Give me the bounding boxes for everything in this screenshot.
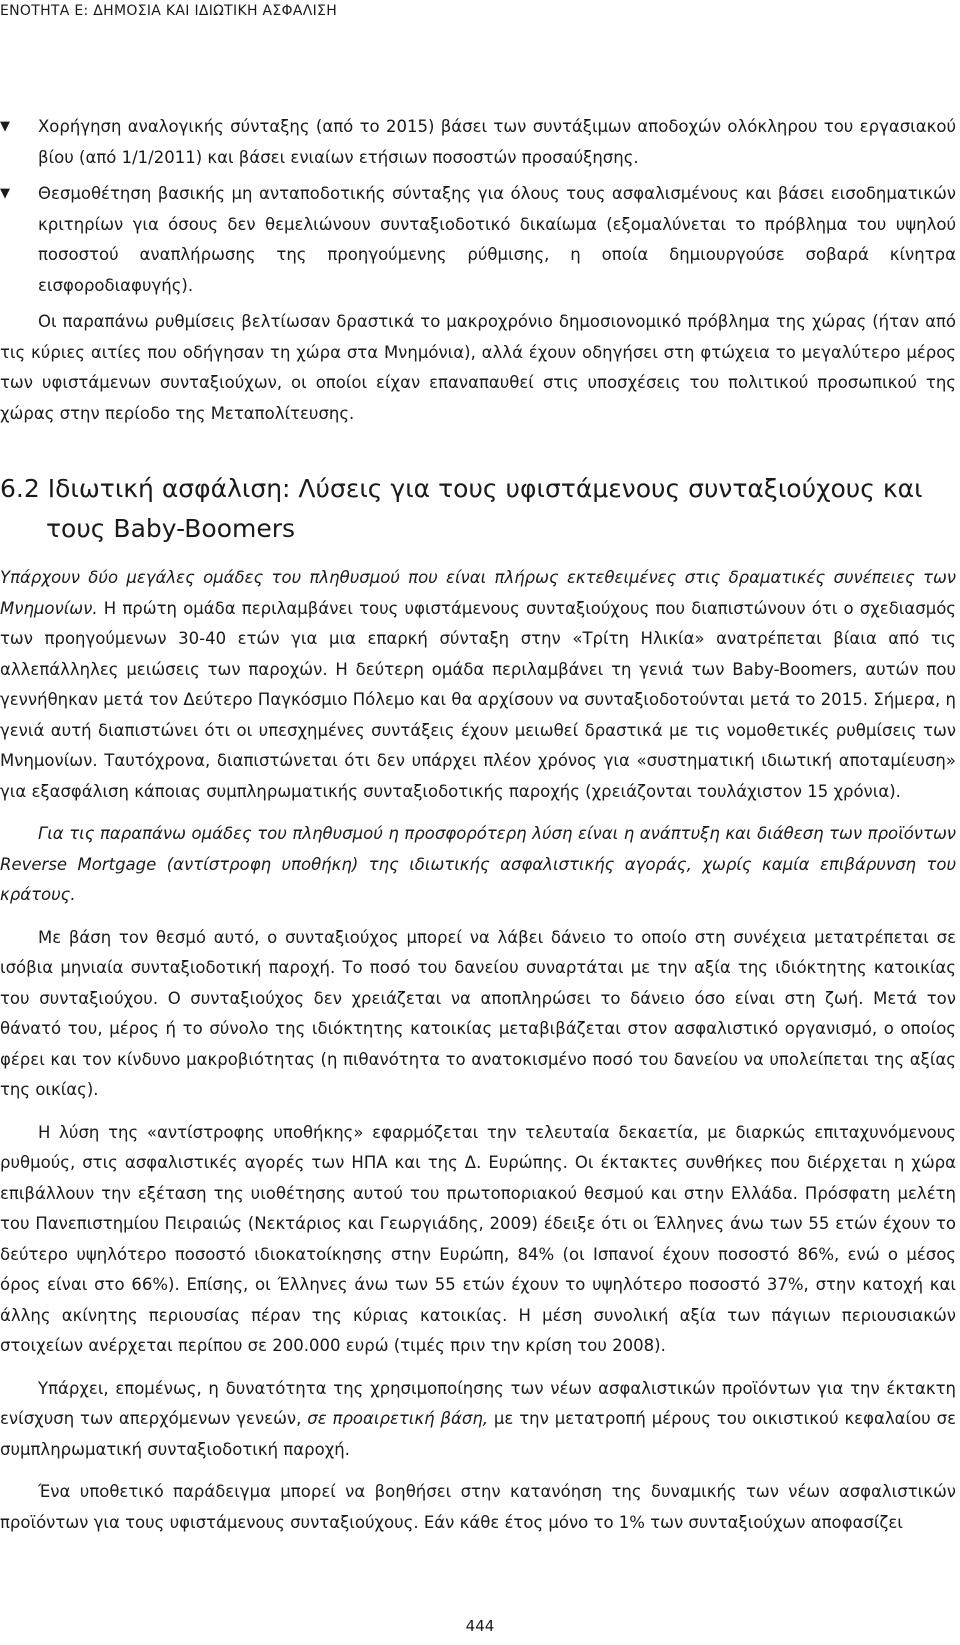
triangle-bullet-icon: ▼ (0, 119, 10, 134)
page-number: 444 (465, 1617, 495, 1635)
paragraph-possibility (0, 1374, 956, 1466)
bullet-text: Θεσμοθέτηση βασικής μη ανταποδοτικής σύνταξης για όλους τους ασφαλισμένους και βάσει εισοδηματικών κριτηρίων για όσους δεν θεμελιώνουν συνταξιοδοτικό δικαίωμα (εξομαλύνεται το πρόβλημα του υψηλού ποσοστού αναπλήρωσης της προηγούμενης ρύθμισης, η οποία δημιουργούσε σοβαρά κίνητρα εισφοροδιαφυγής). (38, 184, 956, 295)
page-body (0, 112, 960, 1550)
section-title-line2: τους Baby-Boomers (46, 514, 296, 543)
bullet-text: Χορήγηση αναλογικής σύνταξης (από το 2015) βάσει των συντάξιμων αποδοχών ολόκληρου του εργασιακού βίου (από 1/1/2011) και βάσει ενιαίων ετήσιων ποσοστών προσαύξησης. (38, 117, 956, 167)
paragraph-text-after: με την μετατροπή μέρους του οικιστικού κεφαλαίου σε συμπληρωματική συνταξιοδοτική παροχή. (0, 1409, 956, 1459)
italic-lead-sentence: Υπάρχουν δύο μεγάλες ομάδες του πληθυσμού που είναι πλήρως εκτεθειμένες στις δραματικές συνέπειες των Μνημονίων. (0, 568, 956, 618)
paragraph-body: Η πρώτη ομάδα περιλαμβάνει τους υφιστάμενους συνταξιούχους που διαπιστώνουν ότι ο σχεδιασμός των προηγούμενων 30-40 ετών για μια επαρκή σύνταξη στην «Τρίτη Ηλικία» ανατρέπεται βίαια από τις αλλεπάλληλες μειώσεις των παροχών. Η δεύτερη ομάδα περιλαμβάνει τη γενιά των Baby-Boomers, αυτών που γεννήθηκαν μετά τον Δεύτερο Παγκόσμιο Πόλεμο και θα αρχίσουν να συνταξιοδοτούνται μετά το 2015. Σήμερα, η γενιά αυτή διαπιστώνει ότι οι υπεσχημένες συντάξεις έχουν μειωθεί δραστικά με τις νομοθετικές ρυθμίσεις των Μνημονίων. Ταυτόχρονα, διαπιστώνεται ότι δεν υπάρχει πλέον χρόνος για «συστηματική ιδιωτική αποταμίευση» για εξασφάλιση κάποιας συμπληρωματικής συνταξιοδοτικής παροχής (χρειάζονται τουλάχιστον 15 χρόνια). (0, 598, 956, 801)
paragraph-reverse-mortgage: Για τις παραπάνω ομάδες του πληθυσμού η προσφορότερη λύση είναι η ανάπτυξη και διάθεση των προϊόντων Reverse Mortgage (αντίστροφη υποθήκη) της ιδιωτικής ασφαλιστικής αγοράς, χωρίς καμία επιβάρυνση του κράτους. (0, 824, 956, 904)
section-title-line1: Ιδιωτική ασφάλιση: Λύσεις για τους υφιστάμενους συνταξιούχους και (47, 474, 923, 503)
paragraph-intro: Οι παραπάνω ρυθμίσεις βελτίωσαν δραστικά το μακροχρόνιο δημοσιονομικό πρόβλημα της χώρας (ήταν από τις κύριες αιτίες που οδήγησαν τη χώρα στα Μνημόνια), αλλά έχουν οδηγήσει στη φτώχεια το μεγαλύτερο μέρος των υφιστάμενων συνταξιούχων, οι οποίοι είχαν επαναπαυθεί στις υποσχέσεις του πολιτικού προσωπικού της χώρας στην περίοδο της Μεταπολίτευσης. (0, 312, 956, 423)
paragraph-institution: Με βάση τον θεσμό αυτό, ο συνταξιούχος μπορεί να λάβει δάνειο το οποίο στη συνέχεια μετατρέπεται σε ισόβια μηνιαία συνταξιοδοτική παροχή. Το ποσό του δανείου συναρτάται με την αξία της ιδιόκτητης κατοικίας του συνταξιούχου. Ο συνταξιούχος δεν χρειάζεται να αποπληρώσει το δάνειο όσο είναι στη ζωή. Μετά τον θάνατό του, μέρος ή το σύνολο της ιδιόκτητης κατοικίας μεταβιβάζεται στον ασφαλιστικό οργανισμό, ο οποίος φέρει και τον κίνδυνο μακροβιότητας (η πιθανότητα το ανατοκισμένο ποσό του δανείου να υπολείπεται της αξίας της οικίας). (0, 927, 956, 1099)
bullet-item (0, 112, 956, 173)
paragraph-solution: Η λύση της «αντίστροφης υποθήκης» εφαρμόζεται την τελευταία δεκαετία, με διαρκώς επιταχυνόμενους ρυθμούς, στις ασφαλιστικές αγορές των ΗΠΑ και της Δ. Ευρώπης. Οι έκτακτες συνθήκες που διέρχεται η χώρα επιβάλλουν την εξέταση της υιοθέτησης αυτού του πρωτοποριακού θεσμού και στην Ελλάδα. Πρόσφατη μελέτη του Πανεπιστημίου Πειραιώς (Νεκτάριος και Γεωργιάδης, 2009) έδειξε ότι οι Έλληνες άνω των 55 ετών έχουν το δεύτερο υψηλότερο ποσοστό ιδιοκατοίκησης στην Ευρώπη, 84% (οι Ισπανοί έχουν ποσοστό 86%, ενώ ο μέσος όρος είναι στο 66%). Επίσης, οι Έλληνες άνω των 55 ετών έχουν το υψηλότερο ποσοστό 37%, στην κατοχή και άλλης ακίνητης περιουσίας πέραν της κύριας κατοικίας. Η μέση συνολική αξία των πάγιων περιουσιακών στοιχείων ανέρχεται περίπου σε 200.000 ευρώ (τιμές πριν την κρίση του 2008). (0, 1122, 956, 1355)
section-heading (0, 469, 960, 549)
paragraph-italic-phrase: σε προαιρετική βάση, (307, 1409, 489, 1428)
paragraph-example: Ένα υποθετικό παράδειγμα μπορεί να βοηθήσει στην κατανόηση της δυναμικής των νέων ασφαλιστικών προϊόντων για τους υφιστάμενους συνταξιούχους. Εάν κάθε έτος μόνο το 1% των συνταξιούχων αποφασίζει (0, 1482, 956, 1532)
running-header: ΕΝΟΤΗΤΑ Ε: ΔΗΜΟΣΙΑ ΚΑΙ ΙΔΙΩΤΙΚΗ ΑΣΦΑΛΙΣΗ (0, 3, 338, 19)
bullet-item (0, 179, 956, 301)
paragraph-population-groups (0, 563, 956, 807)
triangle-bullet-icon: ▼ (0, 186, 10, 201)
paragraph-text-before: Υπάρχει, επομένως, η δυνατότητα της χρησιμοποίησης των νέων ασφαλιστικών προϊόντων για την έκτακτη ενίσχυση των απερχόμενων γενεών, (0, 1378, 956, 1428)
section-number: 6.2 (0, 474, 40, 503)
